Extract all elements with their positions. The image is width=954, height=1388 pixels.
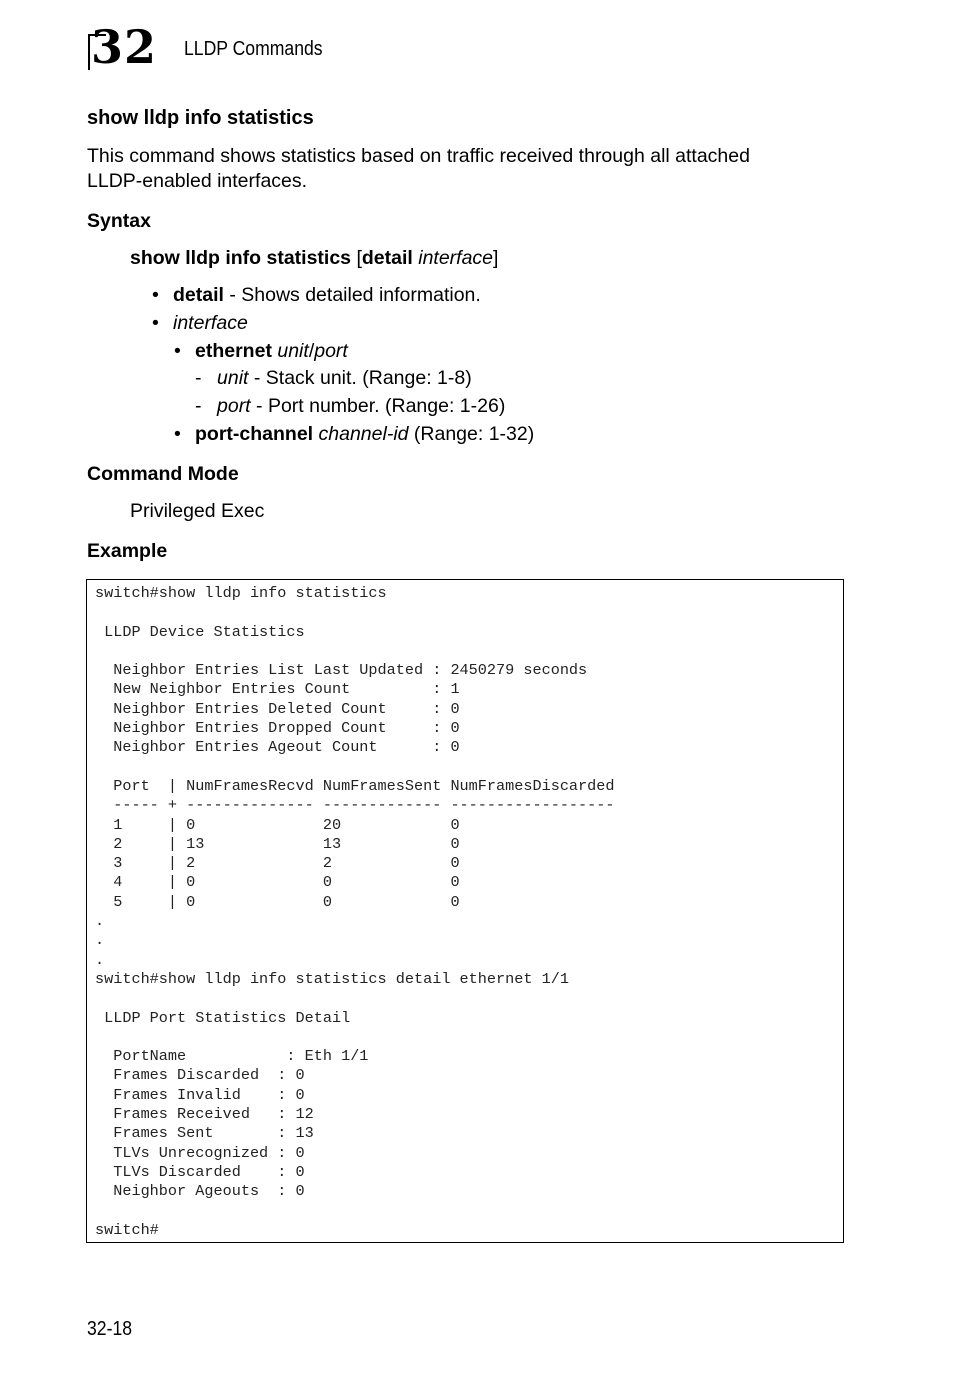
bullet-interface	[152, 312, 248, 335]
detail-keyword: detail	[173, 284, 224, 306]
example-heading: Example	[87, 540, 168, 562]
slash: /	[308, 340, 315, 362]
command-mode-value: Privileged Exec	[130, 500, 265, 522]
bullet-detail	[152, 284, 481, 307]
unit-param: unit	[277, 340, 309, 362]
syntax-close-bracket: ]	[493, 247, 499, 269]
chapter-title: LLDP Commands	[184, 38, 323, 60]
port-param: port	[314, 340, 348, 362]
unit-description: - Stack unit. (Range: 1-8)	[248, 367, 472, 389]
port-label: port	[217, 395, 251, 417]
syntax-detail: detail	[361, 247, 413, 269]
dash-port	[195, 395, 506, 418]
dash-icon: -	[195, 395, 202, 417]
detail-description: - Shows detailed information.	[223, 284, 481, 306]
description-line-2: LLDP-enabled interfaces.	[87, 170, 308, 192]
bullet-ethernet	[174, 340, 348, 363]
port-channel-keyword: port-channel	[195, 423, 314, 445]
command-mode-heading: Command Mode	[87, 463, 239, 485]
description-line-1: This command shows statistics based on traffic received through all attached	[87, 145, 750, 167]
section-title: show lldp info statistics	[87, 107, 314, 129]
chapter-number: 32	[91, 20, 158, 74]
interface-keyword: interface	[173, 312, 248, 334]
dash-icon: -	[195, 367, 202, 389]
bullet-icon: •	[174, 423, 181, 445]
example-code: switch#show lldp info statistics LLDP Device Statistics Neighbor Entries List Last Updated : 2450279 seconds New Neighbor Entries Count : 1 Neighbor Entries Deleted Count : 0 Neighbor Entries Dropped Count : 0 Neighbor Entries Ageout Count : 0 Port | NumFramesRecvd NumFramesSent NumFramesDiscarded ----- + -------------- ------------- ------------------ 1 | 0 20 0 2 | 13 13 0 3 | 2 2 0 4 | 0 0 0 5 | 0 0 0 . . . switch#show lldp info statistics detail ethernet 1/1 LLDP Port Statistics Detail PortName : Eth 1/1 Frames Discarded : 0 Frames Invalid : 0 Frames Received : 12 Frames Sent : 13 TLVs Unrecognized : 0 TLVs Discarded : 0 Neighbor Ageouts : 0 switch#	[95, 584, 615, 1239]
unit-label: unit	[217, 367, 249, 389]
chapter-marker	[88, 20, 168, 74]
syntax-heading: Syntax	[87, 210, 151, 232]
syntax-interface: interface	[418, 247, 494, 269]
channel-range: (Range: 1-32)	[408, 423, 535, 445]
bullet-port-channel	[174, 423, 535, 446]
bullet-icon: •	[152, 284, 159, 306]
page-number: 32-18	[87, 1318, 133, 1340]
syntax-open-bracket: [	[351, 247, 362, 269]
example-code-box	[86, 579, 844, 1243]
syntax-line	[130, 247, 498, 270]
bullet-icon: •	[174, 340, 181, 362]
channel-id-param: channel-id	[318, 423, 409, 445]
dash-unit	[195, 367, 472, 390]
bullet-icon: •	[152, 312, 159, 334]
port-description: - Port number. (Range: 1-26)	[250, 395, 506, 417]
ethernet-keyword: ethernet	[195, 340, 272, 362]
syntax-command: show lldp info statistics	[130, 247, 352, 269]
